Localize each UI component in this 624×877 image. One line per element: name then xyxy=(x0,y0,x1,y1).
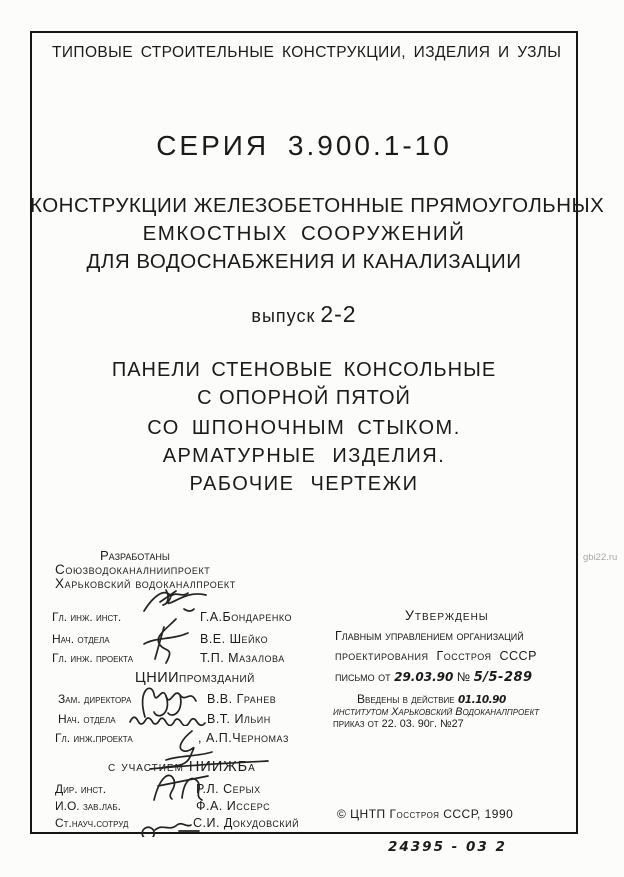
signatory-role: И.О. зав.лаб. xyxy=(55,799,121,813)
signature-niizhb-serykh xyxy=(146,768,214,804)
approved-heading: Утверждены xyxy=(405,607,489,623)
letter-prefix: письмо от xyxy=(335,670,391,684)
main-title-line: ЕМКОСТНЫХ СООРУЖЕНИЙ xyxy=(142,222,466,245)
approval-letter-line xyxy=(335,671,533,685)
signatory-role: Дир. инст. xyxy=(55,782,107,796)
letter-no-label: № xyxy=(456,670,471,684)
issue-number: 2-2 xyxy=(320,301,357,327)
signature-ilyin xyxy=(128,711,206,726)
document-header: ТИПОВЫЕ СТРОИТЕЛЬНЫЕ КОНСТРУКЦИИ, ИЗДЕЛИЯ И УЗЛЫ xyxy=(52,44,562,61)
approved-line: Главным управлением организаций xyxy=(335,629,524,643)
signatory-role: Гл. инж. проекта xyxy=(52,651,134,665)
developer-org: Харьковский водоканалпроект xyxy=(55,576,236,591)
main-title-line: ДЛЯ ВОДОСНАБЖЕНИЯ И КАНАЛИЗАЦИИ xyxy=(86,250,522,273)
effective-line xyxy=(357,693,506,707)
signatory-name: В.В. Гранев xyxy=(207,692,277,706)
signatory-role: Нач. отдела xyxy=(52,632,110,646)
signatory-role: Ст.науч.сотруд xyxy=(55,816,129,830)
subtitle-line: РАБОЧИЕ ЧЕРТЕЖИ xyxy=(189,473,419,495)
signatory-name: В.Е. Шейко xyxy=(200,632,269,646)
signatory-name: Ф.А. Иссерс xyxy=(196,799,271,813)
approved-line: проектирования Госстроя СССР xyxy=(335,649,537,663)
developed-heading: Разработаны xyxy=(100,548,170,563)
issue-label: выпуск xyxy=(251,306,316,326)
subtitle-line: СО ШПОНОЧНЫМ СТЫКОМ. xyxy=(147,417,461,439)
effective-org-line: институтом Харьковский Водоканалпроект xyxy=(333,706,540,718)
signature-sheiko-mazalova xyxy=(138,617,194,667)
subtitle-line: ПАНЕЛИ СТЕНОВЫЕ КОНСОЛЬНЫЕ xyxy=(111,359,497,381)
footer-doc-number: 24395 - 03 2 xyxy=(388,839,507,855)
copyright-line: © ЦНТП Госстроя СССР, 1990 xyxy=(337,807,514,821)
developer-org: Союзводоканалниипроект xyxy=(55,562,211,577)
signature-dokudovsky xyxy=(137,819,201,837)
signatory-name: , А.П.Черномаз xyxy=(198,731,289,745)
developer-org: ЦНИИпромзданий xyxy=(135,670,255,686)
subtitle-line: АРМАТУРНЫЕ ИЗДЕЛИЯ. xyxy=(162,445,446,467)
signatory-role: Нач. отдела xyxy=(58,712,116,726)
series-title: СЕРИЯ 3.900.1-10 xyxy=(156,130,452,161)
signatory-role: Гл. инж.проекта xyxy=(55,731,133,745)
watermark-text: gbi22.ru xyxy=(583,552,618,563)
signatory-name: С.И. Докудовский xyxy=(193,816,300,830)
letter-date-handwritten: 29.03.90 xyxy=(394,670,454,684)
effective-prefix: Введены в действие xyxy=(357,692,455,706)
signature-org-mark xyxy=(158,588,190,608)
signatory-name: В.Т. Ильин xyxy=(207,712,271,726)
developer-org: с участием НИИЖБа xyxy=(108,759,256,775)
signatory-role: Зам. директора xyxy=(58,692,132,706)
effective-date-handwritten: 01.10.90 xyxy=(457,694,506,706)
main-title-line: КОНСТРУКЦИИ ЖЕЛЕЗОБЕТОННЫЕ ПРЯМОУГОЛЬНЫХ xyxy=(30,194,605,217)
signatory-role: Гл. инж. инст. xyxy=(52,610,122,624)
letter-no-handwritten: 5/5-289 xyxy=(473,670,533,685)
signatory-name: Г.А.Бондаренко xyxy=(200,610,292,624)
subtitle-line: С ОПОРНОЙ ПЯТОЙ xyxy=(197,387,411,409)
order-line: приказ от 22. 03. 90г. №27 xyxy=(333,718,464,730)
issue-line xyxy=(30,302,578,327)
signatory-name: Р.Л. Серых xyxy=(196,782,261,796)
signatory-name: Т.П. Мазалова xyxy=(200,651,285,665)
